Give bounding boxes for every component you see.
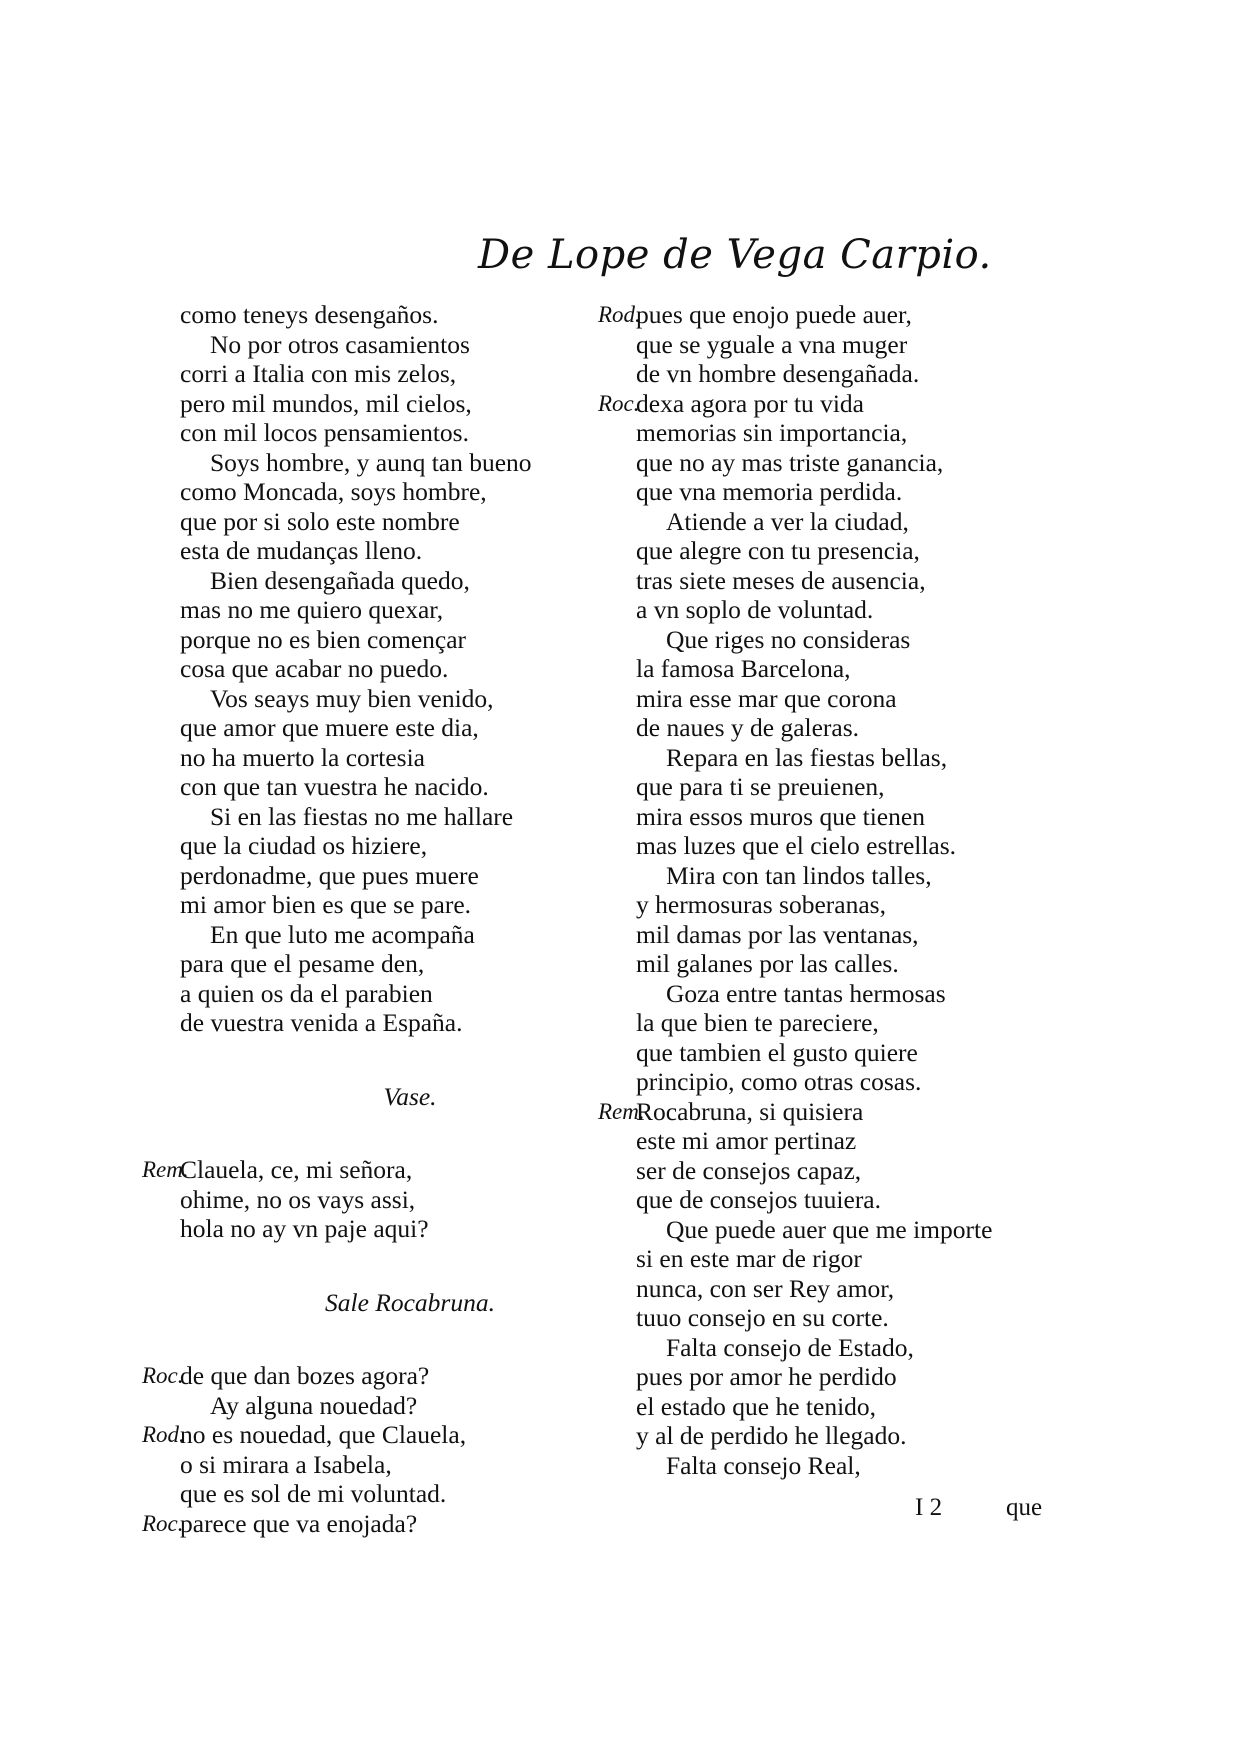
verse-text: mil galanes por las calles. [636,949,899,978]
verse-text: Mira con tan lindos talles, [666,860,932,890]
verse-text: como teneys desengaños. [180,300,439,329]
verse-line [180,536,640,566]
verse-text: Goza entre tantas hermosas [666,978,946,1008]
verse-line [142,1420,640,1450]
speaker-label: Rod. [142,1422,185,1447]
verse-line [636,359,1096,389]
verse-text: mas luzes que el cielo estrellas. [636,831,957,860]
verse-line [636,949,1096,979]
speaker-label: Roc. [598,390,640,416]
verse-line [180,831,640,861]
verse-text: con que tan vuestra he nacido. [180,772,489,801]
verse-line [636,772,1096,802]
verse-text: dexa agora por tu vida [636,388,864,418]
catchword: que [1006,1494,1043,1521]
verse-text: mil damas por las ventanas, [636,919,919,949]
verse-text: principio, como otras cosas. [636,1067,922,1096]
verse-text: cosa que acabar no puedo. [180,654,449,683]
verse-line [180,448,640,478]
verse-line [180,595,640,625]
verse-line [636,448,1096,478]
verse-text: como Moncada, soys hombre, [180,477,487,506]
verse-text: memorias sin importancia, [636,418,908,447]
verse-text: no es nouedad, que Clauela, [180,1420,467,1449]
verse-text: de vn hombre desengañada. [636,359,920,388]
verse-line [598,1096,1096,1127]
running-title: De Lope de Vega Carpio. [478,232,992,278]
verse-text: la famosa Barcelona, [636,654,851,683]
verse-line [142,1155,640,1185]
verse-text: no ha muerto la cortesia [180,742,425,772]
verse-text: hola no ay vn paje aqui? [180,1214,429,1243]
speaker-label: Roc. [142,1363,184,1388]
verse-text: de vuestra venida a España. [180,1008,463,1037]
verse-text: En que luto me acompaña [210,919,475,949]
verse-text: ohime, no os vays assi, [180,1184,416,1214]
verse-line [180,300,640,330]
verse-text: que amor que muere este dia, [180,713,479,742]
verse-line [180,1479,640,1509]
verse-line [636,861,1096,891]
verse-text: que la ciudad os hiziere, [180,831,428,860]
verse-line [636,566,1096,596]
verse-text: Clauela, ce, mi señora, [180,1155,413,1184]
verse-line [180,389,640,419]
verse-line [180,890,640,920]
verse-text: mi amor bien es que se pare. [180,890,472,919]
verse-line [636,625,1096,655]
verse-line [180,359,640,389]
verse-text: con mil locos pensamientos. [180,418,469,447]
verse-line [180,654,640,684]
verse-line [636,1392,1096,1422]
verse-text: ser de consejos capaz, [636,1155,862,1185]
speaker-label: Rem. [142,1157,189,1182]
verse-line [636,831,1096,861]
verse-line [180,477,640,507]
verse-text: perdonadme, que pues muere [180,860,479,890]
verse-line [636,1126,1096,1156]
verse-line [636,713,1096,743]
verse-text: Que riges no consideras [666,624,911,654]
verse-text: que de consejos tuuiera. [636,1185,882,1214]
verse-text: la que bien te pareciere, [636,1008,879,1037]
verse-line [636,1215,1096,1245]
verse-line [636,1451,1096,1481]
verse-line [636,1156,1096,1186]
verse-line [636,418,1096,448]
verse-line [636,1362,1096,1392]
verse-line [636,802,1096,832]
verse-line [180,1450,640,1480]
verse-text: Rocabruna, si quisiera [636,1096,864,1126]
verse-text: y al de perdido he llegado. [636,1421,907,1450]
verse-text: parece que va enojada? [180,1508,418,1538]
signature-mark: I 2 [915,1494,943,1521]
verse-text: mira essos muros que tienen [636,801,925,831]
verse-text: esta de mudanças lleno. [180,536,423,565]
verse-text: el estado que he tenido, [636,1391,877,1421]
verse-line [636,595,1096,625]
verse-line [180,1008,640,1038]
verse-line [180,949,640,979]
verse-line [180,1391,640,1421]
verse-text: tuuo consejo en su corte. [636,1303,889,1332]
verse-text: Vos seays muy bien venido, [210,683,494,713]
verse-line [636,1274,1096,1304]
verse-text: a vn soplo de voluntad. [636,595,874,624]
verse-line [636,684,1096,714]
verse-line [636,1421,1096,1451]
speaker-label: Rem. [598,1098,645,1124]
verse-text: Que puede auer que me importe [666,1214,993,1244]
verse-line [142,1361,640,1391]
verse-text: este mi amor pertinaz [636,1126,857,1155]
verse-text: Ay alguna nouedad? [210,1390,418,1420]
verse-line [636,1008,1096,1038]
verse-text: que no ay mas triste ganancia, [636,447,944,477]
verse-line [636,890,1096,920]
verse-text: corri a Italia con mis zelos, [180,359,457,388]
verse-text: Vase. [383,1081,437,1111]
verse-line [636,536,1096,566]
verse-text: y hermosuras soberanas, [636,890,886,919]
verse-text: Falta consejo Real, [666,1450,861,1480]
verse-text: que vna memoria perdida. [636,477,903,506]
verse-text: de naues y de galeras. [636,713,860,742]
verse-text: pero mil mundos, mil cielos, [180,388,472,418]
verse-line [180,566,640,596]
verse-text: nunca, con ser Rey amor, [636,1273,895,1303]
verse-line [180,330,640,360]
verse-text: a quien os da el parabien [180,978,433,1008]
verse-text: pues por amor he perdido [636,1362,897,1391]
verse-line [180,507,640,537]
stanza-gap [180,1038,640,1082]
verse-line [180,684,640,714]
verse-line [142,1508,640,1539]
verse-text: tras siete meses de ausencia, [636,565,926,595]
verse-text: mira esse mar que corona [636,683,897,713]
right-column [598,300,1096,1480]
verse-text: que para ti se preuienen, [636,772,885,801]
verse-line [636,1244,1096,1274]
verse-text: que es sol de mi voluntad. [180,1479,447,1508]
verse-text: para que el pesame den, [180,949,425,978]
verse-text: mas no me quiero quexar, [180,595,444,624]
verse-text: No por otros casamientos [210,329,470,359]
verse-line [180,418,640,448]
verse-text: que tambien el gusto quiere [636,1037,918,1067]
verse-line [180,802,640,832]
verse-line [598,388,1096,419]
stage-direction [180,1288,640,1318]
stage-direction [180,1082,640,1112]
stanza-gap [180,1317,640,1361]
verse-text: Falta consejo de Estado, [666,1332,914,1362]
verse-text: que se yguale a vna muger [636,329,908,359]
verse-text: pues que enojo puede auer, [636,300,912,329]
verse-line [636,979,1096,1009]
verse-text: si en este mar de rigor [636,1244,862,1273]
stanza-gap [180,1111,640,1155]
verse-line [180,1185,640,1215]
verse-line [636,1303,1096,1333]
verse-line [636,654,1096,684]
verse-text: Atiende a ver la ciudad, [666,506,909,536]
verse-text: Repara en las fiestas bellas, [666,742,948,772]
verse-line [636,1185,1096,1215]
verse-line [636,1067,1096,1097]
verse-line [636,1038,1096,1068]
left-column [142,300,640,1538]
verse-text: que alegre con tu presencia, [636,536,920,565]
verse-line [180,1214,640,1244]
verse-line [180,625,640,655]
verse-line [636,920,1096,950]
verse-line [180,920,640,950]
verse-line [636,330,1096,360]
verse-line [636,507,1096,537]
verse-text: Sale Rocabruna. [325,1287,495,1317]
verse-line [636,477,1096,507]
verse-text: de que dan bozes agora? [180,1361,430,1390]
verse-text: porque no es bien començar [180,624,467,654]
verse-line [636,743,1096,773]
verse-line [180,713,640,743]
verse-line [636,1333,1096,1363]
verse-line [180,979,640,1009]
verse-text: Si en las fiestas no me hallare [210,801,514,831]
verse-line [180,772,640,802]
verse-line [180,861,640,891]
verse-text: o si mirara a Isabela, [180,1449,392,1479]
speaker-label: Rod. [598,302,641,327]
verse-text: Soys hombre, y aunq tan bueno [210,447,532,477]
speaker-label: Roc. [142,1510,184,1536]
verse-text: que por si solo este nombre [180,506,460,536]
verse-text: Bien desengañada quedo, [210,565,470,595]
verse-line [180,743,640,773]
verse-line [598,300,1096,330]
stanza-gap [180,1244,640,1288]
